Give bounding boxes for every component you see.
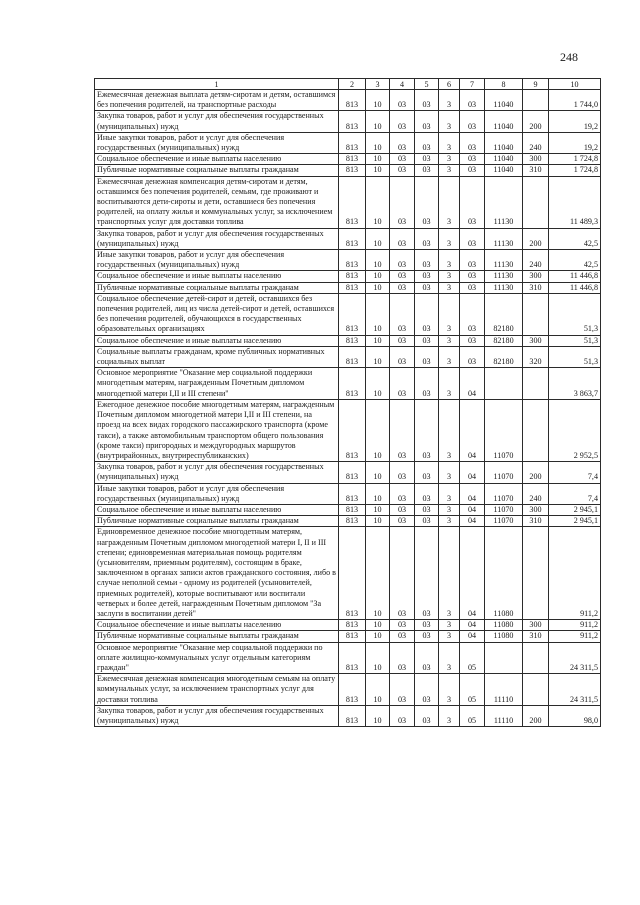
cell-expense-type [523, 399, 549, 461]
cell-expense-type: 310 [523, 165, 549, 176]
cell-subprogram: 3 [439, 527, 460, 620]
row-description: Социальное обеспечение и иные выплаты населению [95, 335, 339, 346]
cell-main-measure: 04 [460, 620, 485, 631]
column-header: 6 [439, 79, 460, 90]
cell-subprogram: 3 [439, 399, 460, 461]
cell-main-measure: 03 [460, 271, 485, 282]
cell-amount: 11 446,8 [549, 282, 601, 293]
cell-expense-type [523, 527, 549, 620]
row-description: Иные закупки товаров, работ и услуг для обеспечения государственных (муниципальных) нужд [95, 250, 339, 271]
cell-target-code: 11080 [485, 631, 523, 642]
cell-target-code: 11130 [485, 228, 523, 249]
cell-amount: 1 744,0 [549, 90, 601, 111]
row-description: Публичные нормативные социальные выплаты гражданам [95, 282, 339, 293]
cell-main-measure: 05 [460, 642, 485, 674]
cell-ministry: 813 [339, 271, 366, 282]
cell-expense-type: 240 [523, 132, 549, 153]
cell-subsection: 03 [390, 642, 415, 674]
cell-subprogram: 3 [439, 504, 460, 515]
row-description: Социальное обеспечение детей-сирот и детей, оставшихся без попечения родителей, лиц из числа детей-сирот и детей, оставшихся без попечения родителей, обучающихся в государственных образовательных организациях [95, 293, 339, 335]
table-row [95, 368, 601, 400]
table-row [95, 335, 601, 346]
cell-section: 10 [366, 154, 390, 165]
cell-target-code: 11040 [485, 154, 523, 165]
cell-subprogram: 3 [439, 462, 460, 483]
cell-section: 10 [366, 674, 390, 706]
cell-subprogram: 3 [439, 674, 460, 706]
cell-subprogram: 3 [439, 132, 460, 153]
cell-ministry: 813 [339, 335, 366, 346]
column-header: 3 [366, 79, 390, 90]
cell-section: 10 [366, 250, 390, 271]
cell-main-measure: 03 [460, 90, 485, 111]
cell-ministry: 813 [339, 462, 366, 483]
row-description: Закупка товаров, работ и услуг для обеспечения государственных (муниципальных) нужд [95, 228, 339, 249]
cell-program: 03 [415, 483, 439, 504]
cell-subsection: 03 [390, 154, 415, 165]
cell-ministry: 813 [339, 631, 366, 642]
cell-section: 10 [366, 399, 390, 461]
cell-section: 10 [366, 282, 390, 293]
cell-subsection: 03 [390, 631, 415, 642]
table-row [95, 111, 601, 132]
table-row [95, 620, 601, 631]
cell-program: 03 [415, 132, 439, 153]
cell-main-measure: 03 [460, 335, 485, 346]
column-header: 4 [390, 79, 415, 90]
cell-main-measure: 04 [460, 516, 485, 527]
row-description: Социальное обеспечение и иные выплаты населению [95, 504, 339, 515]
cell-section: 10 [366, 176, 390, 228]
cell-subprogram: 3 [439, 335, 460, 346]
cell-target-code: 82180 [485, 346, 523, 367]
row-description: Иные закупки товаров, работ и услуг для обеспечения государственных (муниципальных) нужд [95, 483, 339, 504]
cell-subsection: 03 [390, 176, 415, 228]
cell-subprogram: 3 [439, 631, 460, 642]
cell-ministry: 813 [339, 368, 366, 400]
cell-expense-type: 200 [523, 111, 549, 132]
cell-amount: 2 945,1 [549, 516, 601, 527]
cell-target-code: 11040 [485, 132, 523, 153]
cell-section: 10 [366, 228, 390, 249]
page-number: 248 [560, 50, 578, 64]
cell-subsection: 03 [390, 335, 415, 346]
table-header-row [95, 79, 601, 90]
cell-amount: 7,4 [549, 483, 601, 504]
cell-program: 03 [415, 399, 439, 461]
column-header: 8 [485, 79, 523, 90]
row-description: Ежегодное денежное пособие многодетным матерям, награжденным Почетным дипломом многодетной матери I,II и III степени, на проезд на всех видах городского пассажирского транспорта (кроме такси), а также автомобильным транспортом общего пользования (кроме такси) пригородных и междугородных маршрутов (внутрирайонных, внутриреспубликанских) [95, 399, 339, 461]
cell-ministry: 813 [339, 282, 366, 293]
cell-amount: 1 724,8 [549, 154, 601, 165]
row-description: Основное мероприятие "Оказание мер социальной поддержки многодетным матерям, награжденным Почетным дипломом многодетной матери I,II и III степени" [95, 368, 339, 400]
cell-ministry: 813 [339, 346, 366, 367]
cell-ministry: 813 [339, 154, 366, 165]
cell-section: 10 [366, 462, 390, 483]
cell-main-measure: 03 [460, 176, 485, 228]
cell-expense-type: 200 [523, 228, 549, 249]
cell-ministry: 813 [339, 132, 366, 153]
cell-subprogram: 3 [439, 642, 460, 674]
cell-expense-type: 240 [523, 250, 549, 271]
cell-section: 10 [366, 620, 390, 631]
table-row [95, 132, 601, 153]
table-row [95, 271, 601, 282]
cell-subsection: 03 [390, 504, 415, 515]
cell-expense-type: 300 [523, 335, 549, 346]
cell-ministry: 813 [339, 176, 366, 228]
cell-target-code: 11070 [485, 399, 523, 461]
table-row [95, 228, 601, 249]
table-row [95, 293, 601, 335]
cell-main-measure: 04 [460, 462, 485, 483]
cell-ministry: 813 [339, 642, 366, 674]
cell-ministry: 813 [339, 705, 366, 726]
cell-subprogram: 3 [439, 271, 460, 282]
table-row [95, 483, 601, 504]
cell-section: 10 [366, 642, 390, 674]
cell-program: 03 [415, 176, 439, 228]
cell-subsection: 03 [390, 368, 415, 400]
cell-subsection: 03 [390, 516, 415, 527]
cell-main-measure: 03 [460, 154, 485, 165]
cell-target-code: 11130 [485, 176, 523, 228]
row-description: Закупка товаров, работ и услуг для обеспечения государственных (муниципальных) нужд [95, 462, 339, 483]
cell-program: 03 [415, 165, 439, 176]
cell-expense-type [523, 293, 549, 335]
column-header: 5 [415, 79, 439, 90]
cell-subprogram: 3 [439, 705, 460, 726]
table-body [95, 90, 601, 727]
cell-amount: 19,2 [549, 132, 601, 153]
cell-main-measure: 04 [460, 483, 485, 504]
cell-program: 03 [415, 228, 439, 249]
cell-program: 03 [415, 111, 439, 132]
row-description: Основное мероприятие "Оказание мер социальной поддержки по оплате жилищно-коммунальных услуг отдельным категориям граждан" [95, 642, 339, 674]
cell-program: 03 [415, 335, 439, 346]
cell-section: 10 [366, 705, 390, 726]
cell-amount: 51,3 [549, 335, 601, 346]
cell-amount: 51,3 [549, 293, 601, 335]
table-row [95, 165, 601, 176]
table-row [95, 705, 601, 726]
cell-main-measure: 03 [460, 132, 485, 153]
cell-amount: 24 311,5 [549, 642, 601, 674]
cell-program: 03 [415, 90, 439, 111]
cell-target-code: 11040 [485, 90, 523, 111]
cell-program: 03 [415, 282, 439, 293]
table-row [95, 516, 601, 527]
cell-expense-type: 320 [523, 346, 549, 367]
cell-ministry: 813 [339, 399, 366, 461]
column-header: 2 [339, 79, 366, 90]
cell-amount: 42,5 [549, 228, 601, 249]
table-row [95, 399, 601, 461]
cell-program: 03 [415, 642, 439, 674]
cell-target-code: 11070 [485, 516, 523, 527]
cell-subsection: 03 [390, 527, 415, 620]
cell-subprogram: 3 [439, 90, 460, 111]
cell-expense-type [523, 368, 549, 400]
cell-amount: 7,4 [549, 462, 601, 483]
cell-amount: 3 863,7 [549, 368, 601, 400]
cell-subprogram: 3 [439, 154, 460, 165]
row-description: Публичные нормативные социальные выплаты гражданам [95, 165, 339, 176]
cell-expense-type: 200 [523, 705, 549, 726]
column-header: 7 [460, 79, 485, 90]
cell-subsection: 03 [390, 111, 415, 132]
column-header: 9 [523, 79, 549, 90]
cell-program: 03 [415, 705, 439, 726]
cell-amount: 42,5 [549, 250, 601, 271]
cell-ministry: 813 [339, 250, 366, 271]
cell-amount: 11 446,8 [549, 271, 601, 282]
cell-expense-type [523, 674, 549, 706]
cell-subsection: 03 [390, 705, 415, 726]
cell-main-measure: 04 [460, 368, 485, 400]
cell-section: 10 [366, 293, 390, 335]
cell-amount: 2 945,1 [549, 504, 601, 515]
table-row [95, 462, 601, 483]
cell-section: 10 [366, 335, 390, 346]
cell-amount: 1 724,8 [549, 165, 601, 176]
cell-subprogram: 3 [439, 165, 460, 176]
cell-main-measure: 03 [460, 111, 485, 132]
cell-expense-type: 200 [523, 462, 549, 483]
cell-subprogram: 3 [439, 250, 460, 271]
budget-table [94, 78, 601, 727]
cell-main-measure: 04 [460, 504, 485, 515]
cell-target-code: 11070 [485, 462, 523, 483]
cell-expense-type: 240 [523, 483, 549, 504]
cell-target-code: 11110 [485, 674, 523, 706]
cell-program: 03 [415, 620, 439, 631]
cell-subprogram: 3 [439, 228, 460, 249]
cell-subsection: 03 [390, 165, 415, 176]
cell-target-code [485, 642, 523, 674]
row-description: Закупка товаров, работ и услуг для обеспечения государственных (муниципальных) нужд [95, 111, 339, 132]
cell-program: 03 [415, 250, 439, 271]
row-description: Социальное обеспечение и иные выплаты населению [95, 620, 339, 631]
cell-ministry: 813 [339, 90, 366, 111]
cell-subsection: 03 [390, 399, 415, 461]
cell-expense-type: 300 [523, 271, 549, 282]
cell-section: 10 [366, 111, 390, 132]
cell-main-measure: 03 [460, 293, 485, 335]
cell-section: 10 [366, 504, 390, 515]
cell-program: 03 [415, 462, 439, 483]
cell-target-code: 11080 [485, 620, 523, 631]
cell-ministry: 813 [339, 504, 366, 515]
cell-subsection: 03 [390, 90, 415, 111]
cell-subprogram: 3 [439, 368, 460, 400]
cell-program: 03 [415, 346, 439, 367]
table-row [95, 154, 601, 165]
cell-subsection: 03 [390, 674, 415, 706]
cell-expense-type: 310 [523, 282, 549, 293]
cell-program: 03 [415, 293, 439, 335]
cell-target-code: 11130 [485, 282, 523, 293]
cell-expense-type [523, 90, 549, 111]
cell-program: 03 [415, 154, 439, 165]
table-row [95, 642, 601, 674]
cell-amount: 2 952,5 [549, 399, 601, 461]
table-row [95, 674, 601, 706]
cell-target-code: 11130 [485, 250, 523, 271]
cell-main-measure: 03 [460, 165, 485, 176]
cell-subprogram: 3 [439, 282, 460, 293]
column-header: 1 [95, 79, 339, 90]
cell-subsection: 03 [390, 462, 415, 483]
row-description: Иные закупки товаров, работ и услуг для обеспечения государственных (муниципальных) нужд [95, 132, 339, 153]
cell-section: 10 [366, 516, 390, 527]
cell-program: 03 [415, 527, 439, 620]
cell-main-measure: 04 [460, 399, 485, 461]
cell-main-measure: 03 [460, 250, 485, 271]
cell-subprogram: 3 [439, 293, 460, 335]
cell-ministry: 813 [339, 620, 366, 631]
cell-program: 03 [415, 516, 439, 527]
cell-target-code: 11040 [485, 111, 523, 132]
cell-target-code: 11110 [485, 705, 523, 726]
table-row [95, 631, 601, 642]
cell-main-measure: 05 [460, 674, 485, 706]
cell-amount: 911,2 [549, 527, 601, 620]
cell-ministry: 813 [339, 228, 366, 249]
cell-section: 10 [366, 90, 390, 111]
column-header: 10 [549, 79, 601, 90]
cell-target-code [485, 368, 523, 400]
cell-section: 10 [366, 165, 390, 176]
cell-subprogram: 3 [439, 620, 460, 631]
cell-main-measure: 03 [460, 346, 485, 367]
cell-program: 03 [415, 631, 439, 642]
cell-expense-type [523, 642, 549, 674]
cell-amount: 11 489,3 [549, 176, 601, 228]
cell-amount: 19,2 [549, 111, 601, 132]
table-row [95, 504, 601, 515]
cell-ministry: 813 [339, 111, 366, 132]
cell-section: 10 [366, 527, 390, 620]
table-row [95, 346, 601, 367]
cell-section: 10 [366, 132, 390, 153]
cell-ministry: 813 [339, 165, 366, 176]
table-row [95, 282, 601, 293]
cell-subsection: 03 [390, 228, 415, 249]
cell-subprogram: 3 [439, 483, 460, 504]
cell-subsection: 03 [390, 483, 415, 504]
cell-subprogram: 3 [439, 516, 460, 527]
cell-main-measure: 04 [460, 527, 485, 620]
cell-section: 10 [366, 368, 390, 400]
cell-subsection: 03 [390, 620, 415, 631]
cell-target-code: 11130 [485, 271, 523, 282]
cell-target-code: 11070 [485, 483, 523, 504]
row-description: Ежемесячная денежная компенсация детям-сиротам и детям, оставшимся без попечения родителей, семьям, где проживают и воспитываются дети-сироты и дети, оставшиеся без попечения родителей, на оплату жилья и коммунальных услуг, за исключением транспортных услуг для доставки топлива [95, 176, 339, 228]
cell-ministry: 813 [339, 516, 366, 527]
cell-subsection: 03 [390, 346, 415, 367]
cell-target-code: 11080 [485, 527, 523, 620]
cell-program: 03 [415, 674, 439, 706]
cell-expense-type: 300 [523, 154, 549, 165]
row-description: Публичные нормативные социальные выплаты гражданам [95, 516, 339, 527]
table-row [95, 176, 601, 228]
cell-program: 03 [415, 271, 439, 282]
cell-expense-type: 310 [523, 516, 549, 527]
cell-main-measure: 03 [460, 282, 485, 293]
cell-subprogram: 3 [439, 111, 460, 132]
row-description: Социальные выплаты гражданам, кроме публичных нормативных социальных выплат [95, 346, 339, 367]
cell-subsection: 03 [390, 271, 415, 282]
cell-main-measure: 04 [460, 631, 485, 642]
row-description: Ежемесячная денежная выплата детям-сиротам и детям, оставшимся без попечения родителей, на транспортные расходы [95, 90, 339, 111]
row-description: Социальное обеспечение и иные выплаты населению [95, 271, 339, 282]
cell-ministry: 813 [339, 527, 366, 620]
cell-amount: 98,0 [549, 705, 601, 726]
row-description: Закупка товаров, работ и услуг для обеспечения государственных (муниципальных) нужд [95, 705, 339, 726]
cell-expense-type: 300 [523, 504, 549, 515]
cell-ministry: 813 [339, 293, 366, 335]
cell-main-measure: 05 [460, 705, 485, 726]
row-description: Социальное обеспечение и иные выплаты населению [95, 154, 339, 165]
cell-target-code: 11070 [485, 504, 523, 515]
cell-subsection: 03 [390, 293, 415, 335]
table-row [95, 527, 601, 620]
cell-amount: 911,2 [549, 631, 601, 642]
row-description: Публичные нормативные социальные выплаты гражданам [95, 631, 339, 642]
cell-expense-type: 310 [523, 631, 549, 642]
cell-subprogram: 3 [439, 346, 460, 367]
cell-main-measure: 03 [460, 228, 485, 249]
cell-section: 10 [366, 346, 390, 367]
cell-ministry: 813 [339, 674, 366, 706]
row-description: Ежемесячная денежная компенсация многодетным семьям на оплату коммунальных услуг, за исключением транспортных услуг для доставки топлива [95, 674, 339, 706]
cell-subsection: 03 [390, 132, 415, 153]
cell-subsection: 03 [390, 282, 415, 293]
cell-target-code: 11040 [485, 165, 523, 176]
cell-target-code: 82180 [485, 293, 523, 335]
cell-amount: 24 311,5 [549, 674, 601, 706]
table-row [95, 250, 601, 271]
cell-section: 10 [366, 483, 390, 504]
cell-subsection: 03 [390, 250, 415, 271]
cell-section: 10 [366, 271, 390, 282]
cell-subprogram: 3 [439, 176, 460, 228]
cell-amount: 51,3 [549, 346, 601, 367]
cell-target-code: 82180 [485, 335, 523, 346]
cell-expense-type: 300 [523, 620, 549, 631]
table-row [95, 90, 601, 111]
cell-program: 03 [415, 368, 439, 400]
cell-expense-type [523, 176, 549, 228]
cell-ministry: 813 [339, 483, 366, 504]
cell-program: 03 [415, 504, 439, 515]
row-description: Единовременное денежное пособие многодетным матерям, награжденным Почетным дипломом многодетной матери I, II и III степени; единовременная материальная помощь родителям (усыновителям, приемным родителям), состоящим в браке, заключенном в органах записи актов гражданского состояния, либо в случае неполной семьи - одному из родителей (усыновителей, приемных родителей), которые воспитывают или воспитали четверых и более детей, награжденным Почетным дипломом "За заслуги в воспитании детей" [95, 527, 339, 620]
cell-section: 10 [366, 631, 390, 642]
cell-amount: 911,2 [549, 620, 601, 631]
